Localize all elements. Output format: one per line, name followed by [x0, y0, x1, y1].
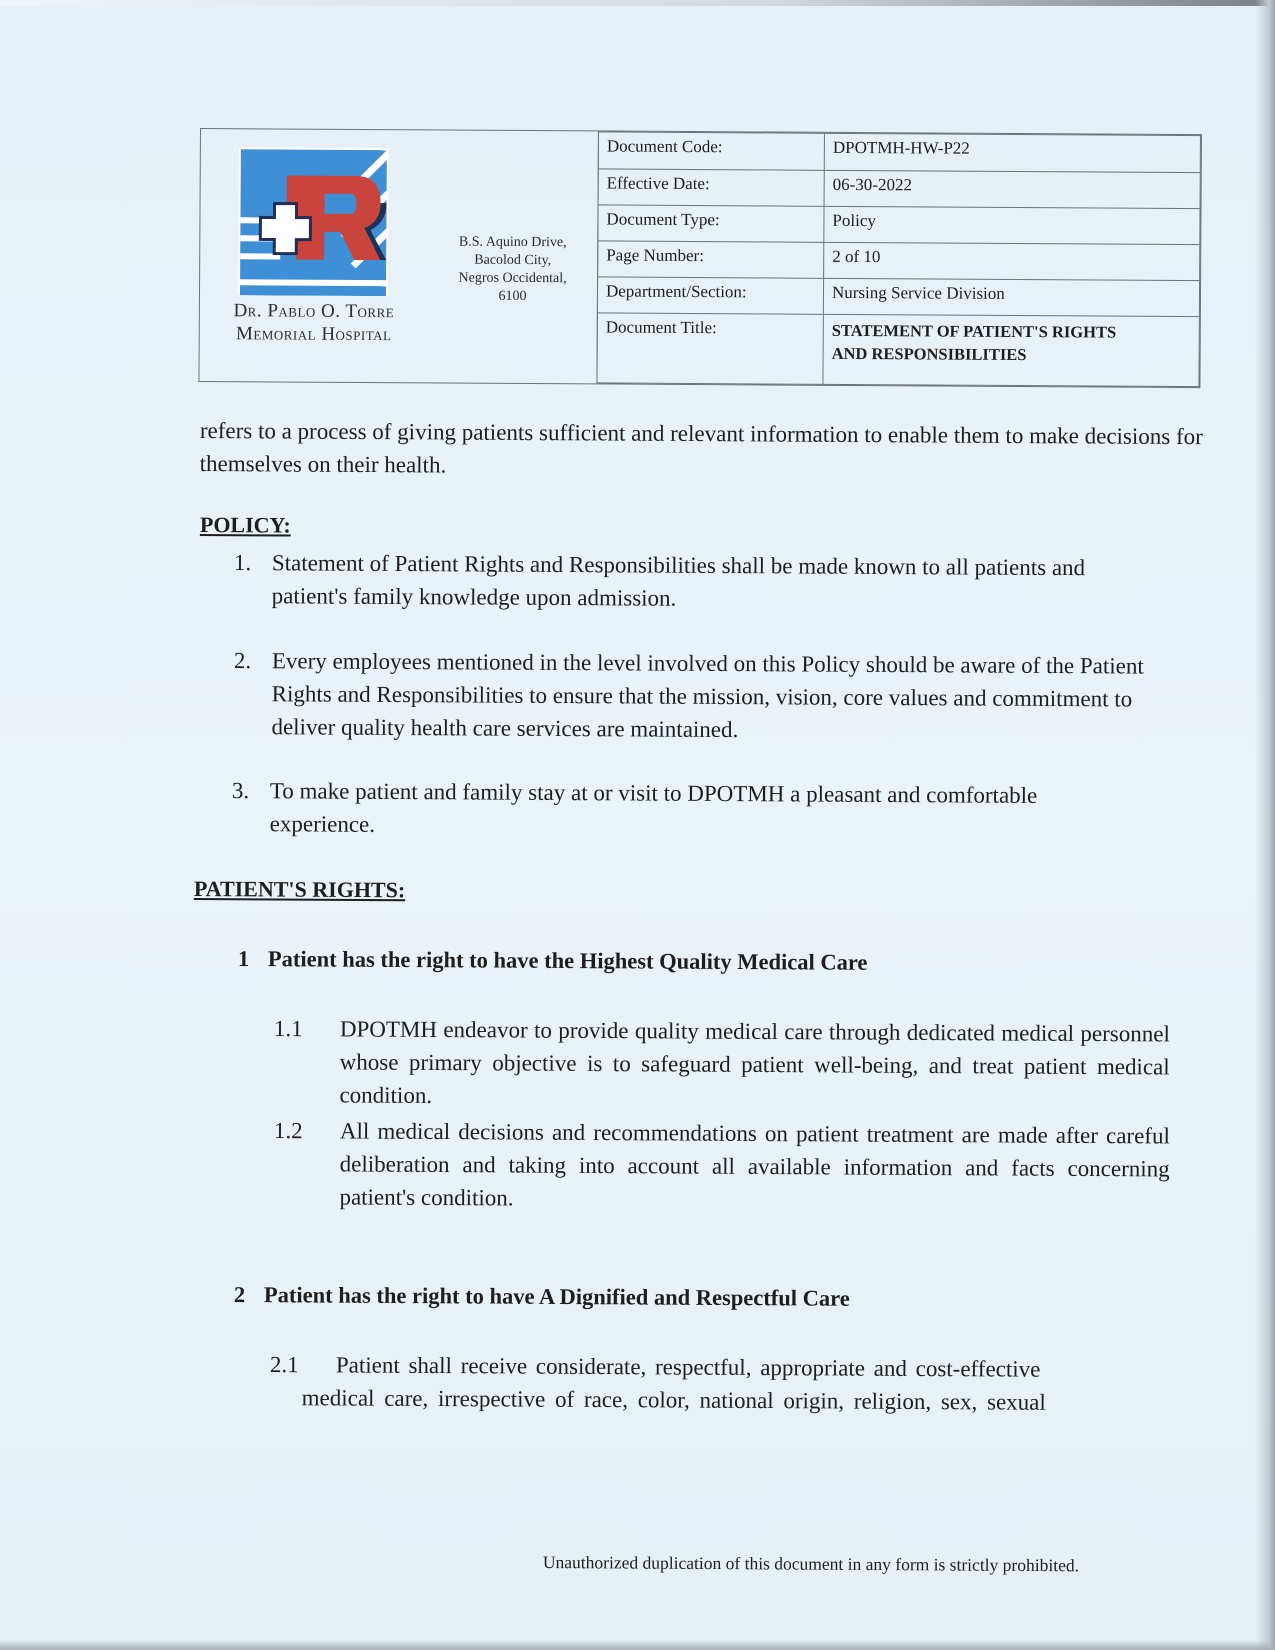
policy-item-number: 3. [231, 777, 250, 804]
rights-sub-item [273, 1114, 1174, 1219]
address-line: Negros Occidental, [458, 270, 567, 287]
document-title-line: STATEMENT OF PATIENT'S RIGHTS [831, 320, 1117, 342]
info-value: 06-30-2022 [824, 170, 1200, 208]
rights-sub-item [270, 1348, 1190, 1424]
sub-item-number: 1.2 [273, 1117, 303, 1144]
rights-section-title [234, 1282, 1134, 1317]
scan-edge [0, 0, 1275, 6]
document-header [198, 128, 1202, 388]
info-row [598, 241, 1200, 281]
info-value: Nursing Service Division [823, 278, 1199, 316]
section-title-text: Patient has the right to have the Highest Quality Medical Care [267, 946, 868, 975]
document-title-line: AND RESPONSIBILITIES [831, 343, 1027, 365]
section-number: 1 [237, 946, 250, 972]
sub-item-text: All medical decisions and recommendations on patient treatment are made after careful deliberation and taking into account all available information and facts concerning patient's condition. [339, 1118, 1170, 1211]
info-label: Document Code: [598, 132, 824, 170]
info-label: Document Type: [598, 205, 824, 242]
hospital-name-line2: Memorial Hospital [235, 323, 392, 346]
sub-item-text: Patient shall receive considerate, respectful, appropriate and cost-effective [335, 1352, 1041, 1382]
address-line: 6100 [498, 288, 527, 304]
rights-heading: PATIENT'S RIGHTS: [193, 876, 406, 903]
rights-sub-item [273, 1012, 1174, 1117]
policy-item-number: 2. [233, 647, 252, 674]
section-number: 2 [233, 1282, 246, 1308]
policy-item-text: Every employees mentioned in the level involved on this Policy should be aware of the Patient Rights and Responsibilities to ensure that the mission, vision, core values and commitment to deliver quality health care services are maintained. [271, 648, 1144, 743]
hospital-address [430, 233, 595, 306]
address-line: Bacolod City, [474, 252, 552, 269]
intro-paragraph: refers to a process of giving patients sufficient and relevant information to enable them to make decisions for themselves on their health. [199, 417, 1203, 478]
info-label: Page Number: [598, 241, 824, 278]
policy-item-text: Statement of Patient Rights and Responsibilities shall be made known to all patients and patient's family knowledge upon admission. [271, 550, 1086, 611]
scan-edge [1255, 0, 1275, 1650]
policy-item [234, 546, 1114, 621]
info-value: Policy [824, 206, 1200, 244]
hospital-name [200, 299, 428, 346]
rights-section-title [238, 946, 1138, 981]
policy-item [232, 774, 1112, 849]
document-title-value [823, 314, 1199, 386]
info-row [597, 277, 1199, 317]
info-row [598, 205, 1200, 245]
policy-item [233, 644, 1194, 750]
policy-heading: POLICY: [199, 512, 291, 538]
policy-item-text: To make patient and family stay at or visit to DPOTMH a pleasant and comfortable experience. [269, 778, 1038, 837]
section-title-text: Patient has the right to have A Dignified and Respectful Care [263, 1282, 850, 1311]
info-value: 2 of 10 [824, 242, 1200, 280]
policy-item-number: 1. [233, 549, 252, 576]
sub-item-number: 1.1 [273, 1015, 303, 1042]
scan-edge [0, 1640, 1275, 1650]
info-label: Department/Section: [597, 277, 823, 314]
info-label: Effective Date: [598, 169, 824, 206]
document-info-table [596, 131, 1201, 387]
sub-item-text: medical care, irrespective of race, color, national origin, religion, sex, sexual [301, 1385, 1046, 1415]
hospital-name-line1: Dr. Pablo O. Torre [233, 300, 395, 323]
info-row [597, 313, 1199, 387]
sub-item-text: DPOTMH endeavor to provide quality medical care through dedicated medical personnel whose primary objective is to safeguard patient well-being, and treat patient medical condition. [339, 1016, 1170, 1108]
info-row [598, 132, 1200, 173]
sub-item-number: 2.1 [269, 1351, 299, 1378]
info-row [598, 169, 1200, 209]
info-label: Document Title: [597, 313, 823, 384]
hospital-logo-icon [238, 147, 389, 296]
info-value: DPOTMH-HW-P22 [824, 133, 1200, 172]
logo-cell [199, 129, 599, 383]
footer-notice: Unauthorized duplication of this document in any form is strictly prohibited. [542, 1552, 1080, 1576]
address-line: B.S. Aquino Drive, [458, 234, 567, 251]
